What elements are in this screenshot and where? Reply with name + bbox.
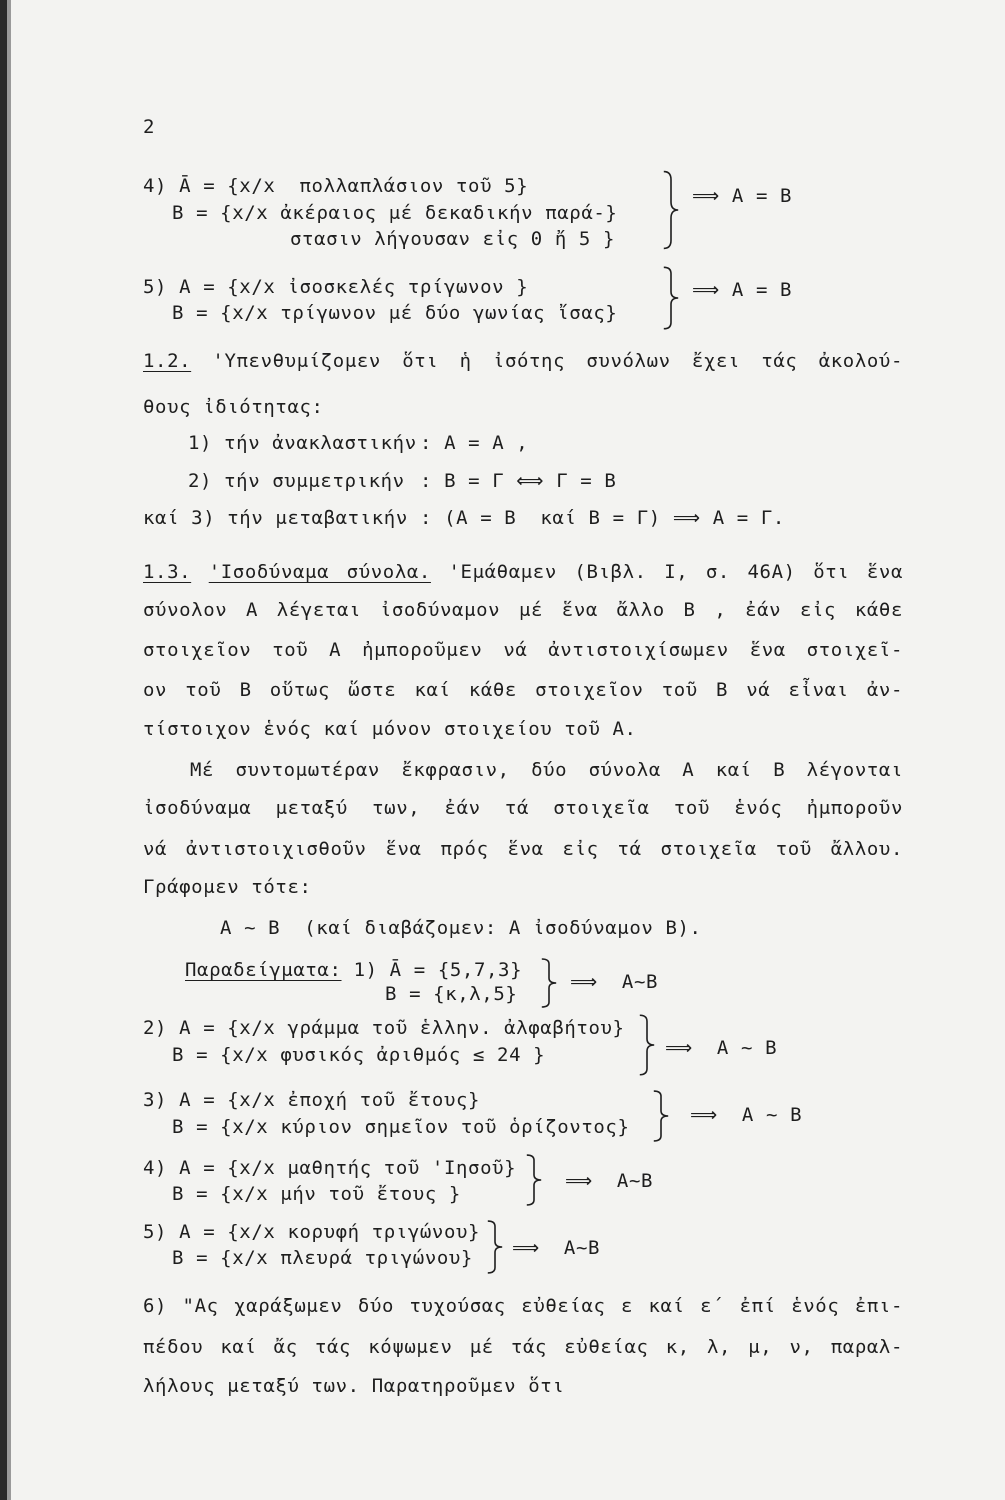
right-brace-icon xyxy=(652,1090,670,1142)
example-2-conclusion: ⟹ A ~ B xyxy=(665,1037,778,1059)
example-1-line-b: B = {κ,λ,5} xyxy=(385,983,518,1005)
page-number: 2 xyxy=(143,116,156,138)
section-1-3-heading-line: 1.3. 'Ισοδύναμα σύνολα. 'Εμάθαμεν (Βιβλ. Ι, σ. 46Α) ὅτι ἕνα xyxy=(143,561,903,583)
set-example-5-line-a: 5) A = {x/x ἰσοσκελές τρίγωνον } xyxy=(143,276,529,298)
paragraph-line: νά ἀντιστοιχισθοῦν ἕνα πρός ἕνα εἰς τά στοιχεῖα τοῦ ἄλλου. xyxy=(143,838,903,860)
section-title: 'Ισοδύναμα σύνολα. xyxy=(208,561,431,583)
right-brace-icon xyxy=(662,266,680,330)
set-example-5-conclusion: ⟹ A = B xyxy=(692,279,793,301)
paragraph-line: στοιχεῖον τοῦ A ἠμποροῦμεν νά ἀντιστοιχίσωμεν ἕνα στοιχεῖ- xyxy=(143,639,903,661)
example-3-conclusion: ⟹ A ~ B xyxy=(690,1104,803,1126)
property-transitive-formula: : (A = B καί B = Γ) ⟹ A = Γ. xyxy=(420,507,785,529)
section-1-2-intro: 1.2. 'Υπενθυμίζομεν ὅτι ἡ ἰσότης συνόλων ἔχει τάς ἀκολού- xyxy=(143,350,903,372)
example-3-line-b: B = {x/x κύριον σημεῖον τοῦ ὁρίζοντος} xyxy=(172,1116,630,1138)
set-example-5-line-b: B = {x/x τρίγωνον μέ δύο γωνίας ἴσας} xyxy=(172,302,618,324)
section-1-2-intro-cont: θους ἰδιότητας: xyxy=(143,396,324,418)
example-5-line-a: 5) A = {x/x κορυφή τριγώνου} xyxy=(143,1221,481,1243)
paragraph-line: Γράφομεν τότε: xyxy=(143,876,312,898)
example-4-line-b: B = {x/x μήν τοῦ ἔτους } xyxy=(172,1183,461,1205)
set-example-4-conclusion: ⟹ A = B xyxy=(692,185,793,207)
property-symmetric-formula: : B = Γ ⟺ Γ = B xyxy=(420,470,617,492)
equivalence-notation: A ~ B (καί διαβάζομεν: A ἰσοδύναμον B). xyxy=(220,917,702,939)
example-4-line-a: 4) A = {x/x μαθητής τοῦ 'Ιησοῦ} xyxy=(143,1157,517,1179)
property-transitive-label: καί 3) τήν μεταβατικήν xyxy=(143,507,408,529)
paragraph-line: ἰσοδύναμα μεταξύ των, ἐάν τά στοιχεῖα τοῦ ἑνός ἠμποροῦν xyxy=(143,797,903,819)
paragraph-line: πέδου καί ἄς τάς κόψωμεν μέ τάς εὐθείας κ, λ, μ, ν, παραλ- xyxy=(143,1336,903,1358)
set-example-4-line-a: 4) Ā = {x/x πολλαπλάσιον τοῦ 5} xyxy=(143,175,529,197)
paragraph-line: σύνολον A λέγεται ἰσοδύναμον μέ ἕνα ἄλλο B , ἐάν εἰς κάθε xyxy=(143,599,903,621)
example-5-conclusion: ⟹ A~B xyxy=(512,1237,601,1259)
section-number: 1.3. xyxy=(143,561,192,583)
example-2-line-a: 2) A = {x/x γράμμα τοῦ ἑλλην. ἀλφαβήτου} xyxy=(143,1017,625,1039)
right-brace-icon xyxy=(525,1154,543,1206)
property-symmetric-label: 2) τήν συμμετρικήν xyxy=(188,470,405,492)
example-5-line-b: B = {x/x πλευρά τριγώνου} xyxy=(172,1247,473,1269)
examples-heading-line xyxy=(185,958,522,982)
example-3-line-a: 3) A = {x/x ἐποχή τοῦ ἔτους} xyxy=(143,1089,481,1111)
scan-edge xyxy=(0,0,7,1500)
right-brace-icon xyxy=(540,958,558,1008)
right-brace-icon xyxy=(662,170,680,250)
right-brace-icon xyxy=(638,1014,656,1076)
property-reflexive-label: 1) τήν ἀνακλαστικήν xyxy=(188,432,417,454)
section-number: 1.2. xyxy=(143,350,192,372)
example-1-line-a: 1) Ā = {5,7,3} xyxy=(353,959,523,981)
example-4-conclusion: ⟹ A~B xyxy=(565,1170,654,1192)
example-2-line-b: B = {x/x φυσικός ἀριθμός ≤ 24 } xyxy=(172,1044,546,1066)
paragraph-line: Μέ συντομωτέραν ἔκφρασιν, δύο σύνολα A καί B λέγονται xyxy=(190,759,903,781)
paragraph-line: 6) "Ας χαράξωμεν δύο τυχούσας εὐθείας ε καί ε΄ ἐπί ἑνός ἐπι- xyxy=(143,1295,903,1317)
examples-heading: Παραδείγματα: xyxy=(185,959,342,981)
scan-edge-shadow xyxy=(7,0,11,1500)
right-brace-icon xyxy=(486,1220,504,1274)
example-1-conclusion: ⟹ A~B xyxy=(570,971,659,993)
paragraph-line: ον τοῦ B οὕτως ὥστε καί κάθε στοιχεῖον τοῦ B νά εἶναι ἀν- xyxy=(143,679,903,701)
set-example-4-line-b: B = {x/x ἀκέραιος μέ δεκαδικήν παρά-} xyxy=(172,202,618,224)
paragraph-line: τίστοιχον ἑνός καί μόνον στοιχείου τοῦ A. xyxy=(143,718,637,740)
paragraph-line: λήλους μεταξύ των. Παρατηροῦμεν ὅτι xyxy=(143,1375,565,1397)
property-reflexive-formula: : A = A , xyxy=(420,432,529,454)
set-example-4-line-b-cont: στασιν λήγουσαν εἰς 0 ἤ 5 } xyxy=(290,228,616,250)
